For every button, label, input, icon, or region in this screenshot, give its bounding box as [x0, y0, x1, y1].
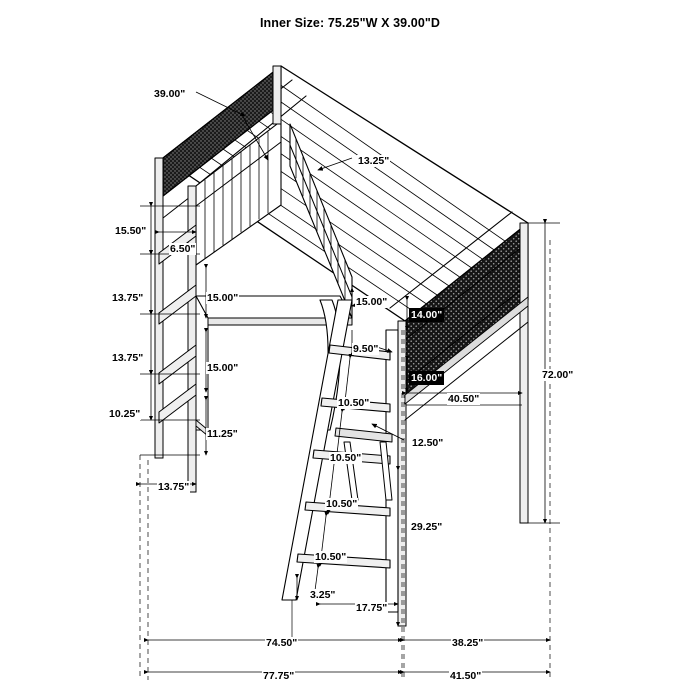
- dimension-label-10-50-b: 10.50": [330, 452, 362, 464]
- dimension-label-13-75-c: 13.75": [158, 481, 190, 493]
- dimension-label-14-00: 14.00": [411, 309, 443, 321]
- dimension-label-77-75: 77.75": [263, 670, 295, 682]
- dimension-label-13-75-b: 13.75": [112, 352, 144, 364]
- dimension-label-13-75-a: 13.75": [112, 292, 144, 304]
- dimension-label-39-00: 39.00": [154, 88, 186, 100]
- dimension-label-74-50: 74.50": [266, 637, 298, 649]
- page-title: Inner Size: 75.25"W X 39.00"D: [259, 16, 441, 30]
- dimension-label-10-50-c: 10.50": [326, 498, 358, 510]
- dimension-label-15-50: 15.50": [115, 225, 147, 237]
- dimension-label-10-50-a: 10.50": [338, 397, 370, 409]
- dimension-label-11-25: 11.25": [207, 428, 238, 440]
- dimension-label-12-50: 12.50": [412, 437, 444, 449]
- dimension-label-3-25: 3.25": [310, 589, 336, 601]
- dimension-label-15-00-a: 15.00": [207, 292, 239, 304]
- dimension-label-13-25: 13.25": [358, 155, 390, 167]
- dimension-label-40-50: 40.50": [448, 393, 480, 405]
- dimension-label-15-00-c: 15.00": [207, 362, 239, 374]
- dimension-label-16-00: 16.00": [411, 372, 443, 384]
- dimension-label-9-50: 9.50": [353, 343, 379, 355]
- dimension-label-10-50-d: 10.50": [315, 551, 347, 563]
- dimension-label-38-25: 38.25": [452, 637, 484, 649]
- dimension-label-17-75: 17.75": [356, 602, 388, 614]
- dimension-label-72-00: 72.00": [542, 369, 574, 381]
- dimension-label-6-50: 6.50": [170, 243, 196, 255]
- dimension-label-41-50: 41.50": [450, 670, 482, 682]
- dimension-label-10-25: 10.25": [109, 408, 141, 420]
- dimension-label-15-00-b: 15.00": [356, 296, 388, 308]
- dimension-label-29-25: 29.25": [411, 521, 443, 533]
